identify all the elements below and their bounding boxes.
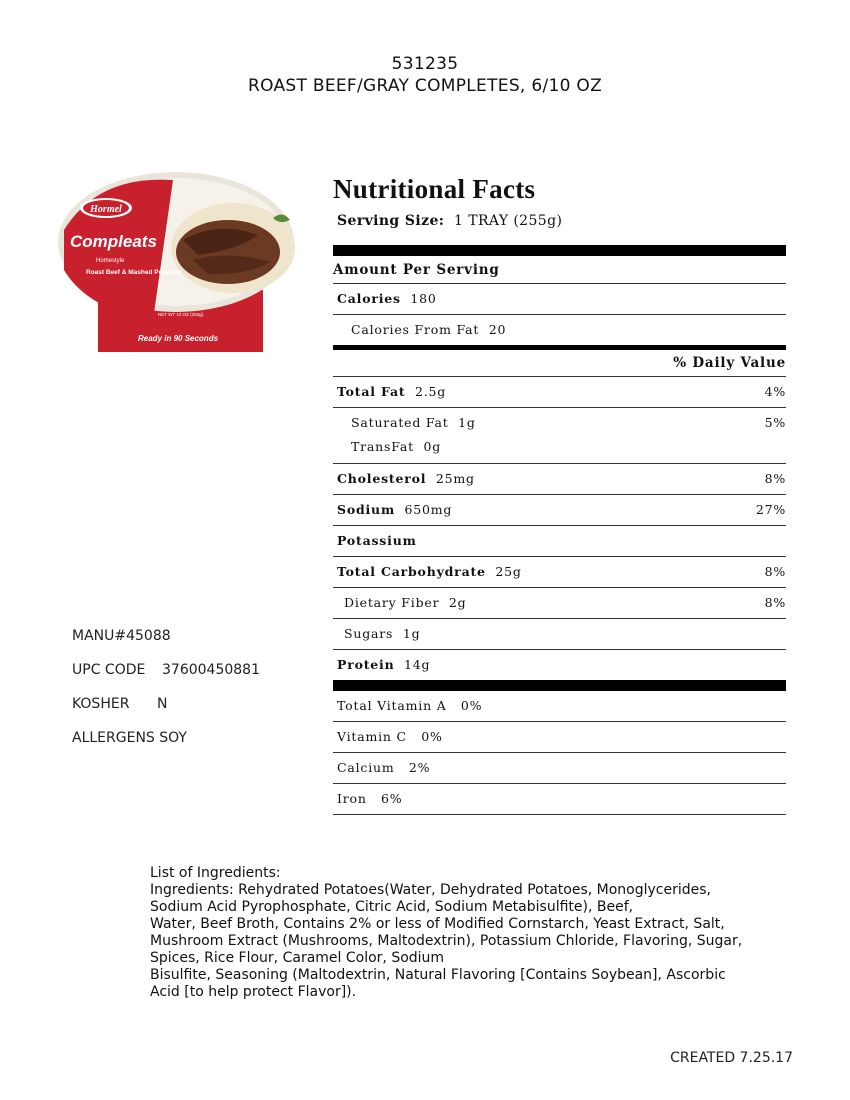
total-fat-row: Total Fat 2.5g 4%	[333, 377, 786, 408]
calories-row: Calories 180	[333, 284, 786, 315]
item-title: ROAST BEEF/GRAY COMPLETES, 6/10 OZ	[247, 76, 603, 96]
thick-divider-2	[333, 680, 786, 691]
fiber-row: Dietary Fiber 2g 8%	[333, 588, 786, 619]
ingredients-heading: List of Ingredients:	[150, 865, 281, 881]
ingredients-line: Ingredients: Rehydrated Potatoes(Water, Dehydrated Potatoes, Monoglycerides,	[150, 882, 711, 898]
upc-value: 37600450881	[162, 662, 260, 678]
brand-logo: Hormel	[90, 204, 122, 215]
fat-detail-row: Saturated Fat 1g 5% TransFat 0g	[333, 408, 786, 464]
potassium-row: Potassium	[333, 526, 786, 557]
serving-size	[337, 213, 786, 233]
amount-per-serving: Amount Per Serving	[333, 256, 786, 284]
thick-divider	[333, 245, 786, 256]
ingredients-line: Spices, Rice Flour, Caramel Color, Sodium	[150, 950, 445, 966]
sugars-row: Sugars 1g	[333, 619, 786, 650]
cholesterol-row: Cholesterol 25mg 8%	[333, 464, 786, 495]
kosher-status	[72, 696, 167, 712]
item-code: 531235	[391, 54, 459, 74]
ingredients-line: Water, Beef Broth, Contains 2% or less of Modified Cornstarch, Yeast Extract, Salt,	[150, 916, 725, 932]
created-date: CREATED 7.25.17	[670, 1050, 793, 1066]
allergens: ALLERGENS SOY	[72, 730, 187, 746]
ingredients-line: Bisulfite, Seasoning (Maltodextrin, Natural Flavoring [Contains Soybean], Ascorbic	[150, 967, 726, 983]
net-weight: NET WT 10 OZ (283g)	[158, 312, 204, 317]
ingredients-line: Acid [to help protect Flavor]).	[150, 984, 357, 1000]
product-name: Compleats	[70, 232, 157, 251]
sodium-row: Sodium 650mg 27%	[333, 495, 786, 526]
ingredients-block	[150, 865, 790, 1001]
vitamin-a-row: Total Vitamin A 0%	[333, 691, 786, 722]
iron-row: Iron 6%	[333, 784, 786, 815]
ingredients-line: Mushroom Extract (Mushrooms, Maltodextrin), Potassium Chloride, Flavoring, Sugar,	[150, 933, 743, 949]
product-image	[58, 170, 298, 355]
calcium-row: Calcium 2%	[333, 753, 786, 784]
serving-label: Serving Size:	[337, 213, 445, 229]
upc-label: UPC CODE	[72, 662, 146, 678]
nutrition-panel	[333, 172, 786, 815]
kosher-value: N	[157, 696, 168, 712]
protein-row: Protein 14g	[337, 657, 431, 672]
ready-banner: Ready in 90 Seconds	[138, 334, 219, 343]
upc-code	[72, 662, 260, 678]
serving-value: 1 TRAY (255g)	[454, 213, 563, 229]
ingredients-line: Sodium Acid Pyrophosphate, Citric Acid, Sodium Metabisulfite), Beef,	[150, 899, 634, 915]
product-variety: Roast Beef & Mashed Potatoes	[86, 269, 182, 276]
product-style: Homestyle	[96, 258, 125, 264]
kosher-label: KOSHER	[72, 696, 130, 712]
total-carb-row: Total Carbohydrate 25g 8%	[333, 557, 786, 588]
daily-value-header: % Daily Value	[333, 350, 786, 377]
calories-fat-row: Calories From Fat 20	[351, 322, 507, 337]
vitamin-c-row: Vitamin C 0%	[333, 722, 786, 753]
nutrition-title: Nutritional Facts	[333, 174, 536, 204]
manu-number: MANU#45088	[72, 628, 171, 644]
